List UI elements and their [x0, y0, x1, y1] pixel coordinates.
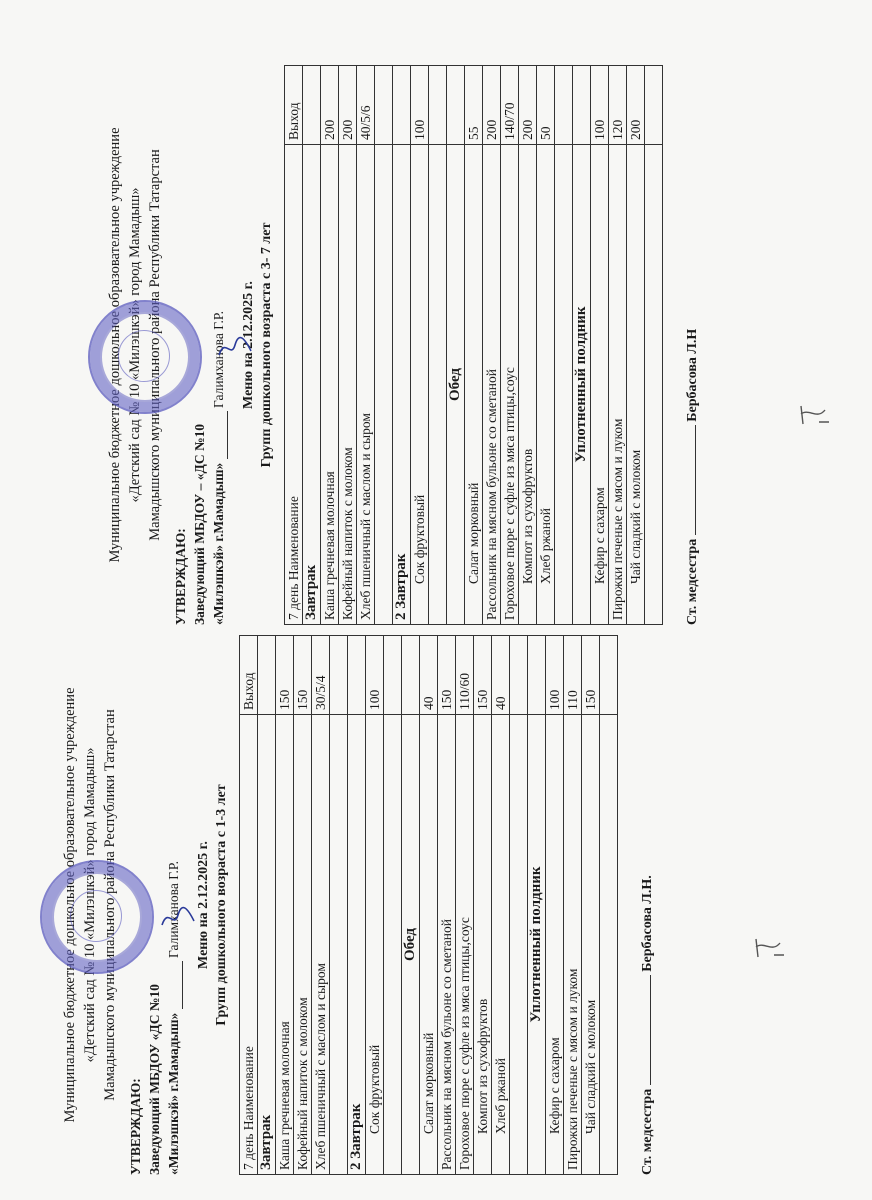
menu-item-name: Чай сладкий с молоком: [582, 715, 600, 1175]
header-output: Выход: [240, 636, 258, 715]
head-position: Заведующий МБДОУ – «ДС №10: [192, 423, 207, 625]
menu-item-row: [411, 66, 429, 625]
nurse-label: Ст. медсестра: [685, 538, 700, 625]
menu-item-name: Рассольник на мясном бульоне со сметаной: [483, 145, 501, 625]
menu-item-row: [591, 66, 609, 625]
meal-section-row: [447, 66, 465, 625]
menu-item-name: Пирожки печеные с мясом и луком: [564, 715, 582, 1175]
empty-cell: [555, 66, 573, 145]
menu-item-name: Кефир с сахаром: [591, 145, 609, 625]
menu-item-output: 140/70: [501, 66, 519, 145]
org-short: «Милэшкэй» г.Мамадыш»: [166, 1012, 181, 1175]
empty-cell: [573, 66, 591, 145]
header-name: 7 день Наименование: [285, 145, 303, 625]
signature-line: [227, 411, 228, 459]
nurse-signature-line: [695, 425, 696, 535]
menu-date: Меню на 2.12.2025 г.: [241, 281, 256, 409]
menu-item-output: 200: [627, 66, 645, 145]
menu-item-row: [276, 636, 294, 1175]
empty-cell: [402, 636, 420, 715]
empty-cell: [555, 145, 573, 625]
menu-item-row: [312, 636, 330, 1175]
menu-item-row: [357, 66, 375, 625]
spacer-row: [429, 66, 447, 625]
menu-item-output: 200: [321, 66, 339, 145]
spacer-row: [384, 636, 402, 1175]
header-name: 7 день Наименование: [240, 715, 258, 1175]
menu-table: [284, 65, 663, 625]
menu-item-row: [294, 636, 312, 1175]
menu-item-name: Хлеб ржаной: [492, 715, 510, 1175]
empty-cell: [258, 636, 276, 715]
empty-cell: [645, 66, 663, 145]
nurse-signature-row: [685, 65, 701, 625]
org-line-3: Мамадышского муниципального района Республики Татарстан: [147, 149, 163, 541]
menu-item-row: [627, 66, 645, 625]
official-stamp-right: [88, 300, 202, 414]
menu-item-output: 40: [420, 636, 438, 715]
menu-title: [195, 635, 231, 1175]
empty-cell: [393, 66, 411, 145]
meal-section-row: [402, 636, 420, 1175]
menu-item-name: Хлеб ржаной: [537, 145, 555, 625]
menu-header-row: [240, 636, 258, 1175]
head-signature-left: [158, 905, 198, 931]
menu-item-name: Кефир с сахаром: [546, 715, 564, 1175]
menu-item-output: 150: [438, 636, 456, 715]
spacer-row: [375, 66, 393, 625]
menu-item-output: 55: [465, 66, 483, 145]
official-stamp-left: [40, 860, 154, 974]
nurse-signature-right: [795, 402, 835, 428]
menu-item-name: Гороховое пюре с суфле из мяса птицы,соус: [456, 715, 474, 1175]
meal-section-title: 2 Завтрак: [393, 145, 411, 625]
head-signature-right: [215, 335, 255, 361]
empty-cell: [645, 145, 663, 625]
header-output: Выход: [285, 66, 303, 145]
menu-group: Групп дошкольного возраста с 1-3 лет: [214, 784, 229, 1026]
org-line-2: «Детский сад № 10 «Милэшкэй» город Мамадыш»: [127, 187, 143, 503]
menu-item-output: 40/5/6: [357, 66, 375, 145]
nurse-signature-left: [750, 935, 790, 961]
menu-group: Групп дошкольного возраста с 3- 7 лет: [259, 222, 274, 468]
head-position: Заведующий МБДОУ «ДС №10: [147, 984, 162, 1175]
menu-item-row: [420, 636, 438, 1175]
meal-section-row: [528, 636, 546, 1175]
meal-section-row: [258, 636, 276, 1175]
menu-item-output: 110: [564, 636, 582, 715]
meal-section-title: Уплотненный полдник: [573, 145, 591, 625]
menu-item-row: [321, 66, 339, 625]
menu-item-output: 100: [411, 66, 429, 145]
menu-item-row: [501, 66, 519, 625]
menu-item-name: Компот из сухофруктов: [519, 145, 537, 625]
menu-item-name: Компот из сухофруктов: [474, 715, 492, 1175]
empty-cell: [330, 636, 348, 715]
menu-table: [239, 635, 618, 1175]
stamp-inner-ring: [118, 330, 170, 382]
nurse-label: Ст. медсестра: [640, 1088, 655, 1175]
menu-item-row: [582, 636, 600, 1175]
spacer-row: [510, 636, 528, 1175]
meal-section-title: Обед: [447, 145, 465, 625]
nurse-name: Бербасова Л.Н: [685, 328, 700, 422]
menu-item-name: Каша гречневая молочная: [276, 715, 294, 1175]
menu-item-name: Рассольник на мясном бульоне со сметаной: [438, 715, 456, 1175]
menu-item-name: Кофейный напиток с молоком: [339, 145, 357, 625]
menu-item-name: Чай сладкий с молоком: [627, 145, 645, 625]
signature-line: [182, 961, 183, 1009]
menu-item-name: Каша гречневая молочная: [321, 145, 339, 625]
menu-item-row: [537, 66, 555, 625]
empty-cell: [303, 66, 321, 145]
menu-item-row: [465, 66, 483, 625]
menu-item-output: 150: [294, 636, 312, 715]
org-line-3: Мамадышского муниципального района Республики Татарстан: [102, 709, 118, 1101]
org-short: «Милэшкэй» г.Мамадыш»: [211, 462, 226, 625]
meal-section-title: 2 Завтрак: [348, 715, 366, 1175]
menu-item-output: 50: [537, 66, 555, 145]
menu-item-name: Салат морковный: [465, 145, 483, 625]
menu-item-row: [438, 636, 456, 1175]
menu-item-output: 120: [609, 66, 627, 145]
menu-item-output: 200: [483, 66, 501, 145]
menu-item-row: [456, 636, 474, 1175]
empty-cell: [600, 715, 618, 1175]
menu-item-name: Гороховое пюре с суфле из мяса птицы,соус: [501, 145, 519, 625]
menu-item-output: 40: [492, 636, 510, 715]
spacer-row: [645, 66, 663, 625]
menu-item-name: Сок фруктовый: [366, 715, 384, 1175]
meal-section-row: [303, 66, 321, 625]
empty-cell: [375, 145, 393, 625]
meal-section-title: Завтрак: [303, 145, 321, 625]
menu-item-output: 30/5/4: [312, 636, 330, 715]
menu-item-output: 150: [474, 636, 492, 715]
org-line-1: Муниципальное бюджетное дошкольное образовательное учреждение: [62, 687, 78, 1123]
menu-item-output: 110/60: [456, 636, 474, 715]
approve-label: УТВЕРЖДАЮ:: [173, 528, 188, 625]
empty-cell: [510, 715, 528, 1175]
nurse-name: Бербасова Л.Н.: [640, 875, 655, 972]
menu-item-name: Хлеб пшеничный с маслом и сыром: [357, 145, 375, 625]
menu-date: Меню на 2.12.2025 г.: [196, 841, 211, 969]
menu-item-row: [519, 66, 537, 625]
head-name: Галимханова Г.Р.: [166, 860, 181, 958]
menu-item-name: Салат морковный: [420, 715, 438, 1175]
spacer-row: [330, 636, 348, 1175]
menu-item-row: [546, 636, 564, 1175]
spacer-row: [555, 66, 573, 625]
meal-section-title: Обед: [402, 715, 420, 1175]
empty-cell: [429, 145, 447, 625]
meal-section-row: [393, 66, 411, 625]
menu-item-row: [339, 66, 357, 625]
menu-header-row: [285, 66, 303, 625]
meal-section-title: Уплотненный полдник: [528, 715, 546, 1175]
nurse-signature-line: [650, 975, 651, 1085]
menu-item-output: 100: [366, 636, 384, 715]
menu-item-output: 200: [339, 66, 357, 145]
approve-label: УТВЕРЖДАЮ:: [128, 1078, 143, 1175]
stamp-inner-ring: [70, 890, 122, 942]
spacer-row: [600, 636, 618, 1175]
empty-cell: [528, 636, 546, 715]
empty-cell: [600, 636, 618, 715]
menu-item-output: 100: [546, 636, 564, 715]
menu-item-name: Сок фруктовый: [411, 145, 429, 625]
menu-item-row: [564, 636, 582, 1175]
menu-item-name: Кофейный напиток с молоком: [294, 715, 312, 1175]
menu-item-row: [609, 66, 627, 625]
meal-section-title: Завтрак: [258, 715, 276, 1175]
menu-item-output: 150: [276, 636, 294, 715]
menu-item-output: 100: [591, 66, 609, 145]
empty-cell: [348, 636, 366, 715]
meal-section-row: [348, 636, 366, 1175]
empty-cell: [384, 636, 402, 715]
menu-item-name: Хлеб пшеничный с маслом и сыром: [312, 715, 330, 1175]
menu-item-row: [366, 636, 384, 1175]
empty-cell: [330, 715, 348, 1175]
head-name: Галимханова Г.Р.: [211, 310, 226, 408]
menu-item-row: [492, 636, 510, 1175]
org-line-1: Муниципальное бюджетное дошкольное образовательное учреждение: [107, 127, 123, 563]
menu-item-output: 200: [519, 66, 537, 145]
empty-cell: [447, 66, 465, 145]
menu-item-row: [474, 636, 492, 1175]
menu-item-name: Пирожки печеные с мясом и луком: [609, 145, 627, 625]
menu-item-row: [483, 66, 501, 625]
menu-item-output: 150: [582, 636, 600, 715]
empty-cell: [429, 66, 447, 145]
empty-cell: [375, 66, 393, 145]
empty-cell: [384, 715, 402, 1175]
empty-cell: [510, 636, 528, 715]
nurse-signature-row: [640, 635, 656, 1175]
meal-section-row: [573, 66, 591, 625]
org-line-2: «Детский сад № 10 «Милэшкэй» город Мамадыш»: [82, 747, 98, 1063]
